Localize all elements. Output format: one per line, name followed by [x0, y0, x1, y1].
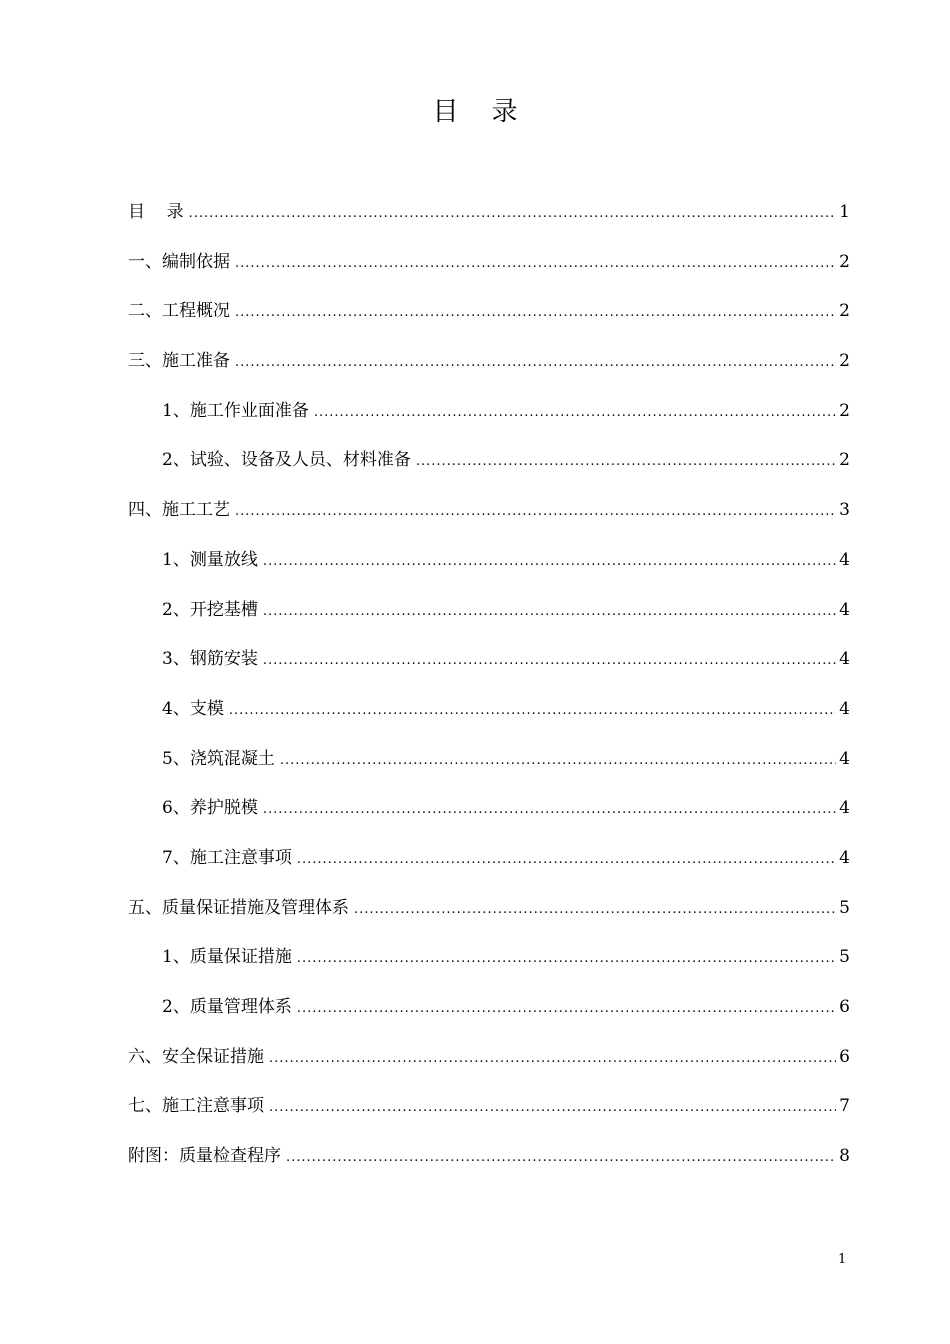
toc-dot-leader [235, 247, 836, 281]
toc-entry-page: 2 [839, 450, 850, 471]
toc-entry[interactable] [128, 344, 850, 394]
toc-dot-leader [286, 1141, 836, 1175]
toc-entry[interactable] [128, 543, 850, 593]
toc-entry[interactable] [128, 742, 850, 792]
toc-entry-page: 1 [839, 202, 850, 222]
toc-entry[interactable] [128, 692, 850, 742]
toc-entry-page: 2 [839, 251, 850, 272]
toc-entry-page: 8 [839, 1146, 850, 1167]
toc-entry-page: 3 [839, 500, 850, 521]
toc-dot-leader [263, 793, 836, 827]
toc-dot-leader [297, 843, 836, 877]
toc-entry-label: 二、工程概况 [128, 301, 230, 322]
toc-entry-page: 4 [839, 649, 850, 670]
toc-entry-page: 4 [839, 599, 850, 620]
toc-dot-leader [269, 1091, 836, 1125]
toc-dot-leader [416, 445, 836, 479]
toc-entry-label: 三、施工准备 [128, 351, 230, 372]
toc-entry-page: 5 [839, 897, 850, 918]
toc-entry[interactable] [128, 443, 850, 493]
toc-entry-label: 3、钢筋安装 [162, 649, 258, 670]
toc-entry-page: 2 [839, 351, 850, 372]
toc-entry-page: 2 [839, 301, 850, 322]
toc-entry-label: 2、试验、设备及人员、材料准备 [162, 450, 411, 471]
toc-entry-label: 7、施工注意事项 [162, 847, 292, 868]
toc-entry-page: 4 [839, 798, 850, 819]
table-of-contents [128, 195, 850, 1189]
toc-entry[interactable] [128, 195, 850, 245]
toc-entry-label: 五、质量保证措施及管理体系 [128, 897, 349, 918]
toc-entry-label: 2、质量管理体系 [162, 997, 292, 1017]
page-title: 目 录 [432, 97, 518, 127]
toc-entry-label: 1、测量放线 [162, 549, 258, 570]
toc-dot-leader [263, 595, 836, 629]
toc-entry[interactable] [128, 245, 850, 295]
toc-dot-leader [354, 893, 836, 927]
toc-entry-label: 1、质量保证措施 [162, 947, 292, 968]
toc-entry[interactable] [128, 593, 850, 643]
toc-entry-page: 4 [839, 847, 850, 868]
toc-entry-label: 六、安全保证措施 [128, 1046, 264, 1067]
toc-dot-leader [314, 396, 836, 430]
toc-dot-leader [235, 495, 836, 529]
toc-dot-leader [280, 744, 836, 778]
toc-dot-leader [263, 545, 836, 579]
toc-entry[interactable] [128, 940, 850, 990]
toc-entry-label: 四、施工工艺 [128, 500, 230, 521]
toc-entry[interactable] [128, 394, 850, 444]
toc-entry-label: 1、施工作业面准备 [162, 400, 309, 421]
toc-entry-page: 5 [839, 947, 850, 968]
toc-entry-label: 4、支模 [162, 698, 224, 719]
toc-entry[interactable] [128, 1040, 850, 1090]
toc-dot-leader [189, 197, 837, 231]
toc-entry-label: 5、浇筑混凝土 [162, 748, 275, 769]
toc-dot-leader [235, 296, 836, 330]
toc-entry-label: 七、施工注意事项 [128, 1096, 264, 1117]
toc-dot-leader [297, 992, 836, 1026]
toc-dot-leader [297, 942, 836, 976]
toc-entry-label: 一、编制依据 [128, 251, 230, 272]
toc-entry-page: 7 [839, 1096, 850, 1117]
page-number: 1 [838, 1252, 847, 1267]
toc-entry-page: 4 [839, 698, 850, 719]
toc-entry-page: 4 [839, 549, 850, 570]
toc-entry[interactable] [128, 841, 850, 891]
toc-entry[interactable] [128, 294, 850, 344]
toc-entry-label: 2、开挖基槽 [162, 599, 258, 620]
toc-entry[interactable] [128, 1139, 850, 1189]
toc-entry[interactable] [128, 990, 850, 1040]
toc-entry[interactable] [128, 642, 850, 692]
toc-entry[interactable] [128, 791, 850, 841]
toc-dot-leader [269, 1042, 836, 1076]
toc-entry-page: 2 [839, 400, 850, 421]
toc-dot-leader [229, 694, 836, 728]
toc-entry-label: 附图：质量检查程序 [128, 1146, 281, 1167]
toc-entry-page: 6 [839, 997, 850, 1017]
toc-dot-leader [263, 644, 836, 678]
toc-dot-leader [235, 346, 836, 380]
toc-entry[interactable] [128, 493, 850, 543]
toc-entry-label: 6、养护脱模 [162, 798, 258, 819]
toc-entry-page: 6 [839, 1046, 850, 1067]
toc-entry-page: 4 [839, 748, 850, 769]
toc-entry[interactable] [128, 891, 850, 941]
toc-entry[interactable] [128, 1089, 850, 1139]
toc-entry-label: 目 录 [128, 202, 184, 222]
